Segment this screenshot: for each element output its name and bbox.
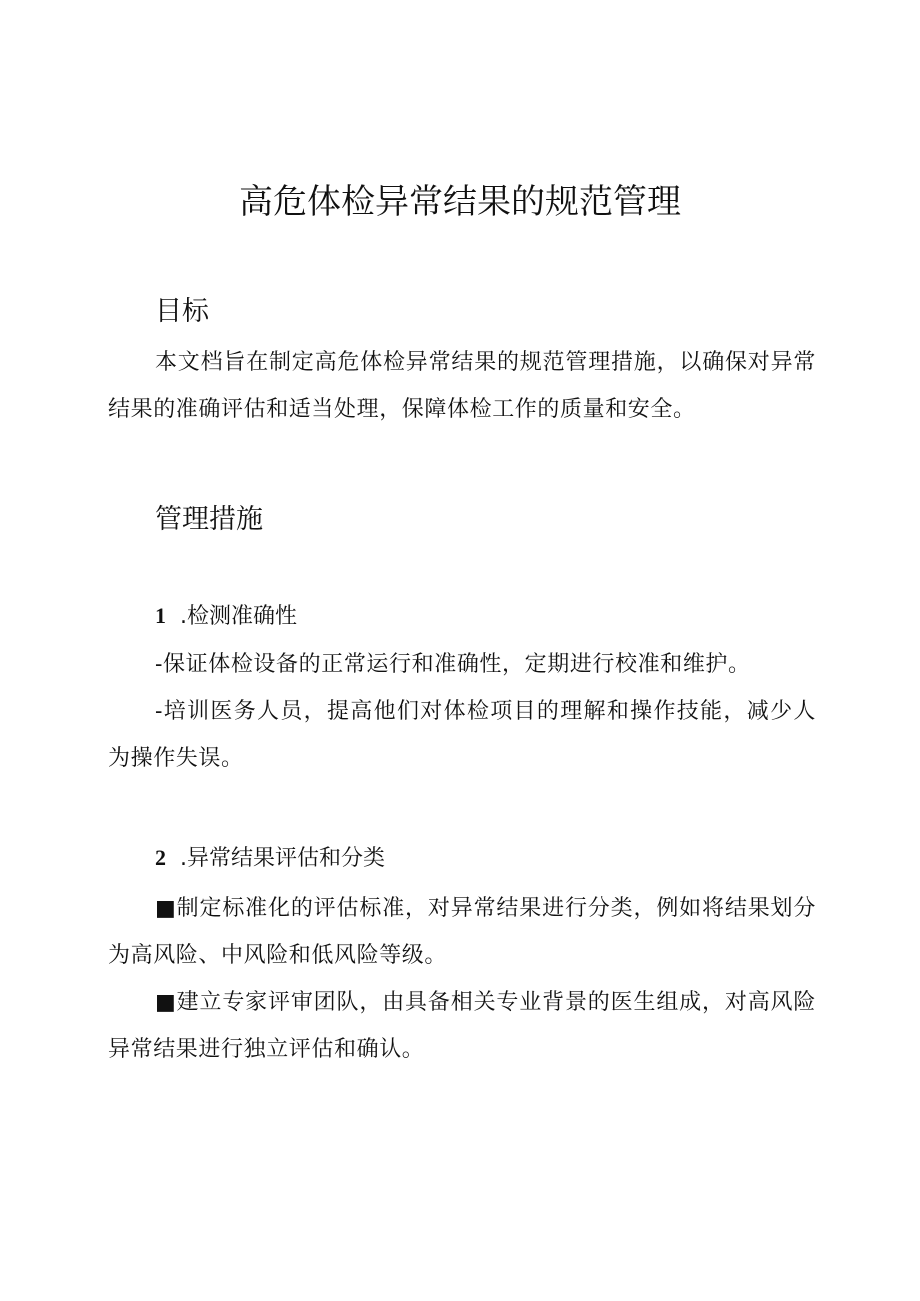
measure-2-heading — [155, 841, 385, 876]
measure-1-paragraph-2: -培训医务人员，提高他们对体检项目的理解和操作技能，减少人为操作失误。 — [108, 699, 816, 771]
measure-2-number: 2 — [155, 845, 166, 870]
measure-1-number: 1 — [155, 603, 166, 628]
measure-2-paragraph-1: ■制定标准化的评估标准，对异常结果进行分类，例如将结果划分为高风险、中风险和低风险等级。 — [108, 896, 816, 968]
section-heading-goal: 目标 — [155, 296, 209, 327]
goal-paragraph: 本文档旨在制定高危体检异常结果的规范管理措施，以确保对异常结果的准确评估和适当处理，保障体检工作的质量和安全。 — [108, 350, 816, 422]
measure-1-heading — [155, 599, 297, 634]
document-title: 高危体检异常结果的规范管理 — [239, 182, 681, 222]
measure-1-title: .检测准确性 — [180, 604, 297, 629]
measure-1-paragraph-1: -保证体检设备的正常运行和准确性，定期进行校准和维护。 — [155, 652, 751, 677]
measure-2-paragraph-2: ■建立专家评审团队，由具备相关专业背景的医生组成，对高风险异常结果进行独立评估和确认。 — [108, 990, 816, 1062]
measure-2-title: .异常结果评估和分类 — [180, 846, 385, 871]
section-heading-measures: 管理措施 — [155, 504, 263, 535]
